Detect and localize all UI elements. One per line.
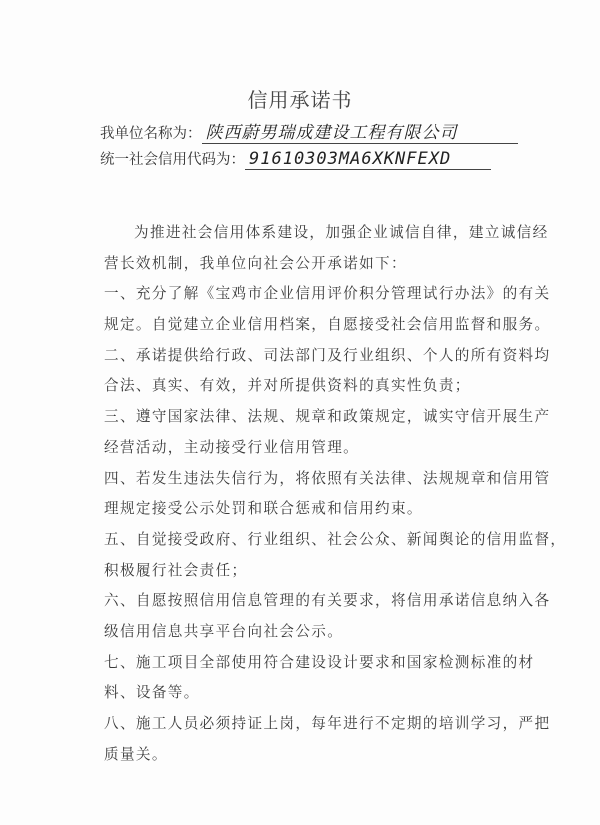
body-line: 质量关。 bbox=[104, 745, 168, 763]
document-title: 信用承诺书 bbox=[247, 88, 353, 112]
commitment-body bbox=[104, 218, 567, 770]
unit-name-field bbox=[100, 118, 518, 143]
credit-code-field bbox=[100, 148, 491, 169]
body-line: 规定。自觉建立企业信用档案，自愿接受社会信用监督和服务。 bbox=[104, 316, 551, 334]
body-line: 理规定接受公示处罚和联合惩戒和信用约束。 bbox=[104, 500, 423, 518]
body-line: 四、若发生违法失信行为，将依照有关法律、法规规章和信用管 bbox=[104, 469, 551, 487]
body-line: 经营活动，主动接受行业信用管理。 bbox=[104, 438, 360, 456]
body-line: 八、施工人员必须持证上岗，每年进行不定期的培训学习，严把 bbox=[104, 715, 551, 732]
unit-name-label: 我单位名称为： bbox=[100, 126, 202, 142]
body-line: 级信用信息共享平台向社会公示。 bbox=[104, 622, 344, 640]
body-line: 三、遵守国家法律、法规、规章和政策规定，诚实守信开展生产 bbox=[104, 408, 551, 426]
body-line: 合法、真实、有效，并对所提供资料的真实性负责； bbox=[104, 377, 471, 395]
credit-code-label: 统一社会信用代码为： bbox=[100, 152, 245, 168]
credit-code-handwritten: 91610303MA6XKNFEXD bbox=[245, 149, 491, 170]
body-line: 为推进社会信用体系建设，加强企业诚信自律，建立诚信经 bbox=[134, 224, 549, 241]
body-line: 二、承诺提供给行政、司法部门及行业组织、个人的所有资料均 bbox=[104, 346, 551, 364]
unit-name-handwritten: 陕西蔚男瑞成建设工程有限公司 bbox=[202, 123, 518, 144]
body-line: 七、施工项目全部使用符合建设设计要求和国家检测标准的材 bbox=[104, 653, 535, 671]
body-line: 营长效机制，我单位向社会公开承诺如下： bbox=[104, 254, 407, 272]
body-line: 料、设备等。 bbox=[104, 684, 200, 702]
body-line: 六、自愿按照信用信息管理的有关要求，将信用承诺信息纳入各 bbox=[104, 592, 551, 610]
body-line: 积极履行社会责任； bbox=[104, 561, 248, 579]
body-line: 五、自觉接受政府、行业组织、社会公众、新闻舆论的信用监督， bbox=[104, 530, 567, 548]
body-line: 一、充分了解《宝鸡市企业信用评价积分管理试行办法》的有关 bbox=[104, 285, 551, 303]
